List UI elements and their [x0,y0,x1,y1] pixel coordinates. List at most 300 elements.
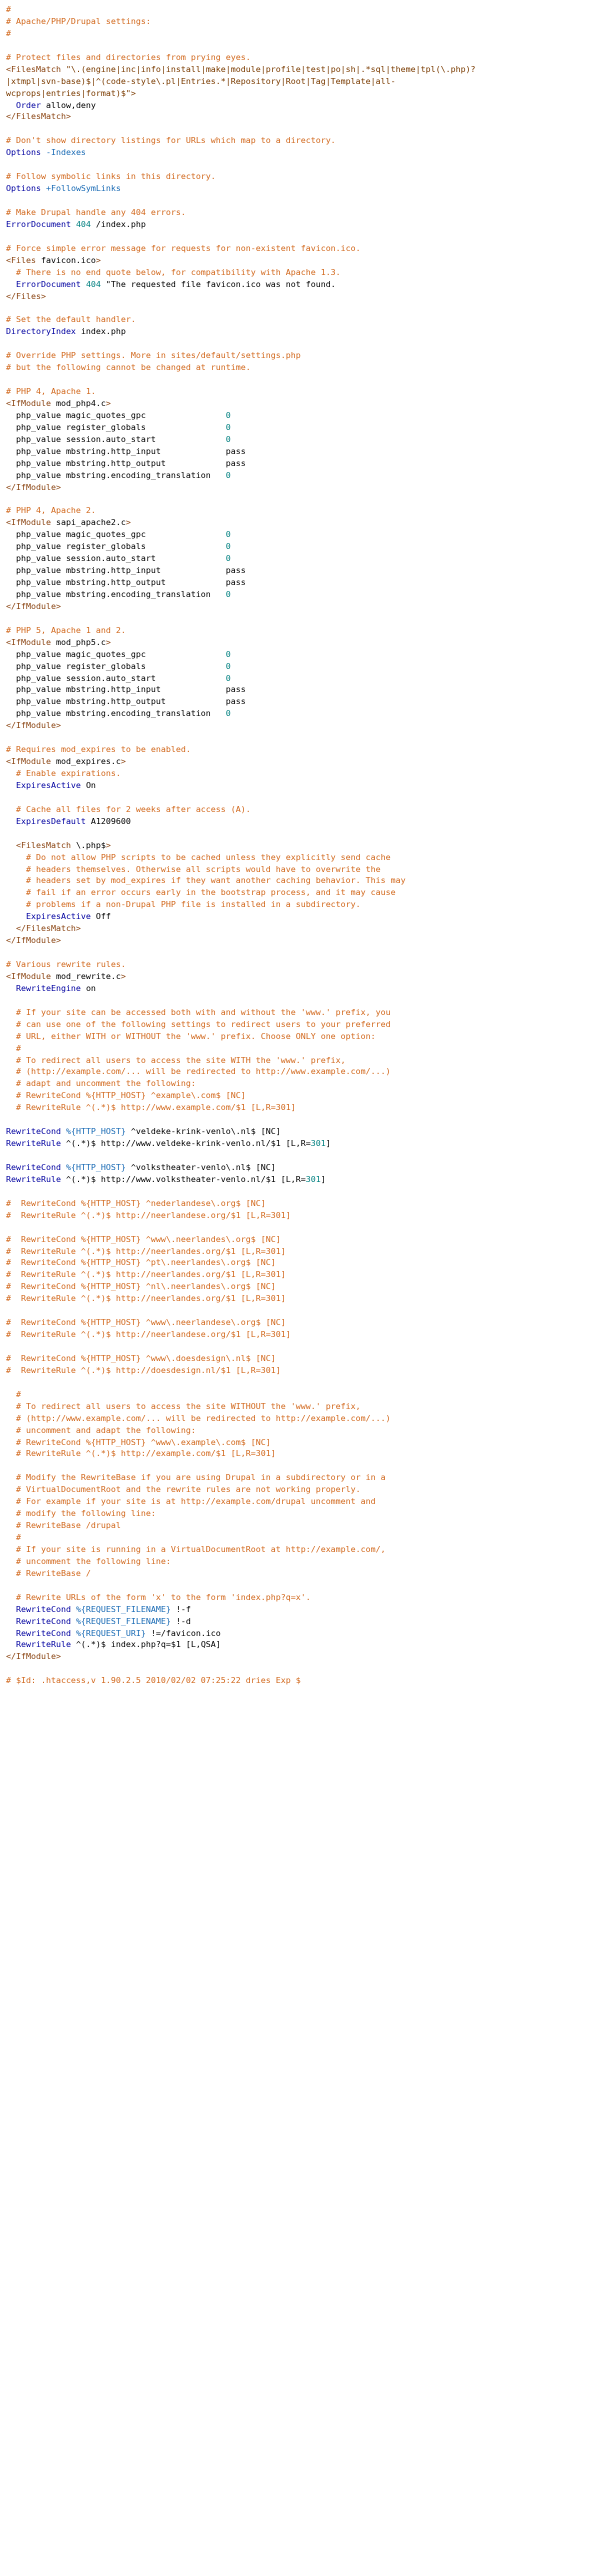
blank-line [6,159,596,171]
value-token: php_value session.auto_start [6,672,226,683]
code-line [6,279,596,291]
flag-token: %{HTTP_HOST} [65,1161,126,1172]
blank-line [6,613,596,625]
flag-token: -Indexes [45,147,86,158]
flag-token: %{REQUEST_FILENAME} [75,1615,171,1626]
number-token: 0 [225,672,231,683]
code-line [6,1448,596,1460]
blank-line [6,1460,596,1472]
value-token: ^volkstheater-venlo\.nl$ [NC] [125,1161,276,1172]
code-line [6,1520,596,1532]
code-line [6,1055,596,1067]
blank-line [6,231,596,243]
tag-token: </FilesMatch> [6,111,71,122]
number-token: 0 [225,469,231,480]
comment-token: # RewriteRule ^(.*)$ http://neerlandese.org/$1 [L,R=301] [6,1209,291,1220]
tag-token: <IfModule [6,517,56,528]
code-line [6,911,596,923]
code-line [6,708,596,720]
comment-token: # [6,4,11,14]
code-line [6,505,596,517]
code-line [6,768,596,780]
code-line [6,899,596,911]
code-line [6,326,596,338]
tag-token: </IfModule> [6,481,61,492]
code-line [6,1162,596,1174]
code-line [6,171,596,183]
comment-token: # Various rewrite rules. [6,959,126,969]
value-token: mod_expires.c [55,756,121,767]
code-line [6,1281,596,1293]
code-line [6,76,596,88]
code-line [6,1628,596,1640]
code-line [6,410,596,422]
blank-line [6,1663,596,1675]
comment-token: # For example if your site is at http://example.com/drupal uncomment and [6,1496,376,1507]
comment-token: # PHP 5, Apache 1 and 2. [6,624,126,635]
number-token: 0 [225,421,231,432]
code-line [6,434,596,446]
code-line [6,1293,596,1305]
blank-line [6,828,596,840]
blank-line [6,732,596,744]
keyword-token: Options [6,183,46,194]
blank-line [6,338,596,350]
value-token: !-f [170,1603,191,1614]
number-token: 404 [75,218,91,229]
comment-token: # RewriteRule ^(.*)$ http://neerlandes.org/$1 [L,R=301] [6,1293,286,1304]
comment-token: # problems if a non-Drupal PHP file is installed in a subdirectory. [6,899,361,910]
keyword-token: ExpiresActive [6,779,86,790]
flag-token: %{HTTP_HOST} [65,1126,126,1137]
blank-line [6,1580,596,1592]
code-line [6,4,596,16]
code-line [6,1269,596,1281]
value-token: php_value magic_quotes_gpc [6,529,226,540]
code-line [6,684,596,696]
regex-token: "\.(engine|inc|info|install|make|module|profile|test|po|sh|.*sql|theme|tpl(\.php)? [65,63,476,74]
code-line [6,1210,596,1222]
code-line [6,1317,596,1329]
code-line [6,923,596,935]
comment-token: # uncomment the following line: [6,1555,171,1566]
code-line [6,852,596,864]
tag-token: <FilesMatch [6,63,66,74]
comment-token: # Set the default handler. [6,314,136,325]
code-line [6,28,596,40]
tag-token: > [105,636,111,647]
tag-token: > [95,254,101,265]
blank-line [6,40,596,52]
number-token: 0 [225,409,231,420]
tag-token: <FilesMatch [6,839,76,850]
value-token: php_value session.auto_start [6,433,226,444]
code-line [6,1484,596,1496]
code-line [6,1353,596,1365]
code-line [6,744,596,756]
code-line [6,875,596,887]
regex-token: wcprops|entries|format)$"> [6,87,136,98]
code-line [6,1007,596,1019]
number-token: 301 [310,1138,326,1149]
comment-token: # RewriteRule ^(.*)$ http://neerlandese.org/$1 [L,R=301] [6,1329,291,1340]
value-token: !=/favicon.ico [145,1627,221,1638]
blank-line [6,1377,596,1389]
code-line [6,625,596,637]
value-token: php_value mbstring.http_output pass [6,457,246,468]
tag-token: </IfModule> [6,1651,61,1662]
keyword-token: RewriteCond [6,1603,76,1614]
code-line [6,1437,596,1449]
comment-token: # Cache all files for 2 weeks after access (A). [6,803,251,814]
comment-token: # modify the following line: [6,1508,156,1519]
value-token: index.php [80,326,126,337]
keyword-token: RewriteEngine [6,982,86,993]
value-token: php_value mbstring.http_output pass [6,696,246,707]
code-line [6,183,596,195]
code-line [6,816,596,828]
comment-token: # RewriteCond %{HTTP_HOST} ^www\.example\.com$ [NC] [6,1436,271,1447]
number-token: 0 [225,588,231,599]
value-token: ^(.*)$ http://www.veldeke-krink-venlo.nl/$1 [L,R= [65,1138,311,1149]
blank-line [6,1341,596,1353]
comment-token: # (http://www.example.com/... will be redirected to http://example.com/...) [6,1412,391,1423]
keyword-token: Order [6,99,46,110]
code-line [6,983,596,995]
code-line [6,219,596,231]
code-line [6,1078,596,1090]
code-line [6,840,596,852]
code-line [6,147,596,159]
flag-token: %{REQUEST_URI} [75,1627,146,1638]
code-line [6,565,596,577]
comment-token: # RewriteCond %{HTTP_HOST} ^pt\.neerlandes\.org$ [NC] [6,1257,276,1268]
value-token: php_value mbstring.http_input pass [6,445,246,456]
code-line [6,1568,596,1580]
code-line [6,1389,596,1401]
comment-token: # Enable expirations. [6,768,121,778]
value-token: /index.php [90,218,146,229]
code-line [6,1496,596,1508]
code-line [6,1043,596,1055]
value-token: "The requested file favicon.ico was not found. [100,278,336,289]
regex-token: |xtmpl|svn-base)$|^(code-style\.pl|Entries.*|Repository|Root|Tag|Template|all- [6,75,396,86]
code-line [6,577,596,589]
value-token: mod_php4.c [55,397,106,408]
comment-token: # Make Drupal handle any 404 errors. [6,206,186,217]
value-token: mod_rewrite.c [55,970,121,981]
value-token: A1209600 [90,815,131,826]
number-token: 0 [225,541,231,552]
comment-token: # If your site is running in a VirtualDocumentRoot at http://example.com/, [6,1543,386,1554]
comment-token: # $Id: .htaccess,v 1.90.2.5 2010/02/02 07:25:22 dries Exp $ [6,1675,301,1686]
value-token: !-d [170,1615,191,1626]
tag-token: <IfModule [6,970,56,981]
keyword-token: RewriteCond [6,1615,76,1626]
blank-line [6,123,596,135]
comment-token: # If your site can be accessed both with and without the 'www.' prefix, you [6,1006,391,1017]
code-line [6,446,596,458]
tag-token: > [105,397,111,408]
comment-token: # RewriteCond %{HTTP_HOST} ^www\.doesdesign\.nl$ [NC] [6,1352,276,1363]
code-line [6,1365,596,1377]
keyword-token: DirectoryIndex [6,326,81,337]
code-line [6,804,596,816]
comment-token: # VirtualDocumentRoot and the rewrite rules are not working properly. [6,1484,361,1495]
code-line [6,601,596,613]
value-token: php_value mbstring.encoding_translation [6,588,226,599]
code-line [6,971,596,983]
number-token: 0 [225,708,231,719]
code-line [6,696,596,708]
number-token: 301 [305,1173,321,1184]
code-line [6,1019,596,1031]
number-token: 0 [225,553,231,564]
comment-token: # Requires mod_expires to be enabled. [6,744,191,755]
value-token: php_value magic_quotes_gpc [6,648,226,659]
code-line [6,482,596,494]
tag-token: </IfModule> [6,600,61,611]
code-line [6,1031,596,1043]
code-line [6,458,596,470]
comment-token: # [6,27,11,38]
code-line [6,1090,596,1102]
comment-token: # RewriteCond %{HTTP_HOST} ^www\.neerlandes\.org$ [NC] [6,1233,281,1244]
code-line [6,88,596,100]
number-token: 404 [85,278,101,289]
tag-token: > [125,517,131,528]
tag-token: <IfModule [6,636,56,647]
code-line [6,1126,596,1138]
tag-token: <Files [6,254,41,265]
tag-token: <IfModule [6,397,56,408]
tag-token: </FilesMatch> [6,923,81,934]
code-line [6,135,596,147]
comment-token: # Protect files and directories from prying eyes. [6,51,251,62]
value-token: ^veldeke-krink-venlo\.nl$ [NC] [125,1126,281,1137]
tag-token: </IfModule> [6,935,61,946]
comment-token: # RewriteBase / [6,1567,91,1578]
keyword-token: RewriteCond [6,1161,66,1172]
code-line [6,1413,596,1425]
comment-token: # Override PHP settings. More in sites/default/settings.php [6,350,301,361]
comment-token: # fail if an error occurs early in the bootstrap process, and it may cause [6,887,396,898]
value-token: ^(.*)$ index.php?q=$1 [L,QSA] [75,1639,221,1650]
code-line [6,553,596,565]
code-line [6,529,596,541]
comment-token: # To redirect all users to access the site WITH the 'www.' prefix, [6,1054,346,1065]
code-line [6,1472,596,1484]
code-line [6,1257,596,1269]
tag-token: > [105,839,111,850]
comment-token: # [6,1388,21,1399]
comment-token: # RewriteRule ^(.*)$ http://neerlandes.org/$1 [L,R=301] [6,1245,286,1256]
code-line [6,780,596,792]
value-token: on [85,982,96,993]
code-line [6,1616,596,1628]
code-line [6,1246,596,1258]
keyword-token: RewriteRule [6,1138,66,1149]
comment-token: # RewriteCond %{HTTP_HOST} ^www\.neerlandese\.org$ [NC] [6,1317,286,1328]
value-token: php_value register_globals [6,541,226,552]
code-line [6,517,596,529]
code-line [6,1544,596,1556]
value-token: favicon.ico [40,254,96,265]
blank-line [6,195,596,207]
value-token: \.php$ [75,839,106,850]
value-token: php_value mbstring.encoding_translation [6,708,226,719]
comment-token: # [6,1042,21,1053]
code-line [6,1604,596,1616]
blank-line [6,374,596,386]
code-line [6,959,596,971]
code-line [6,1508,596,1520]
value-token: php_value mbstring.http_output pass [6,577,246,587]
code-line [6,1592,596,1604]
tag-token: > [120,970,126,981]
value-token: ] [320,1173,326,1184]
comment-token: # RewriteRule ^(.*)$ http://neerlandes.org/$1 [L,R=301] [6,1269,286,1280]
comment-token: # To redirect all users to access the site WITHOUT the 'www.' prefix, [6,1400,361,1411]
keyword-token: ErrorDocument [6,278,86,289]
value-token: allow,deny [45,99,96,110]
comment-token: # PHP 4, Apache 1. [6,386,96,396]
code-line [6,1401,596,1413]
keyword-token: ErrorDocument [6,218,76,229]
comment-token: # Do not allow PHP scripts to be cached unless they explicitly send cache [6,851,391,862]
code-line [6,255,596,267]
code-line [6,111,596,123]
comment-token: # headers themselves. Otherwise all scripts would have to overwrite the [6,863,381,874]
comment-token: # can use one of the following settings to redirect users to your preferred [6,1018,391,1029]
code-line [6,291,596,303]
code-line [6,1066,596,1078]
comment-token: # RewriteRule ^(.*)$ http://doesdesign.nl/$1 [L,R=301] [6,1364,281,1375]
keyword-token: ExpiresActive [6,911,96,922]
comment-token: # RewriteRule ^(.*)$ http://www.example.com/$1 [L,R=301] [6,1102,296,1113]
comment-token: # adapt and uncomment the following: [6,1078,196,1089]
code-line [6,1138,596,1150]
comment-token: # but the following cannot be changed at runtime. [6,362,251,373]
comment-token: # Modify the RewriteBase if you are using Drupal in a subdirectory or in a [6,1472,386,1483]
code-line [6,1329,596,1341]
comment-token: # Rewrite URLs of the form 'x' to the form 'index.php?q=x'. [6,1591,311,1602]
tag-token: </IfModule> [6,720,61,731]
code-line [6,720,596,732]
comment-token: # Force simple error message for requests for non-existent favicon.ico. [6,242,361,253]
code-line [6,673,596,685]
code-line [6,100,596,112]
comment-token: # uncomment and adapt the following: [6,1424,196,1435]
number-token: 0 [225,660,231,671]
code-line [6,649,596,661]
code-line [6,1234,596,1246]
code-line [6,887,596,899]
keyword-token: RewriteRule [6,1639,76,1650]
comment-token: # There is no end quote below, for compatibility with Apache 1.3. [6,266,341,277]
code-line [6,243,596,255]
code-line [6,1556,596,1568]
value-token: On [85,779,96,790]
comment-token: # RewriteCond %{HTTP_HOST} ^nl\.neerlandes\.org$ [NC] [6,1281,276,1292]
value-token: Off [95,911,111,922]
code-line [6,1425,596,1437]
code-line [6,661,596,673]
code-line [6,267,596,279]
blank-line [6,1114,596,1126]
keyword-token: ExpiresDefault [6,815,91,826]
code-line [6,470,596,482]
comment-token: # Apache/PHP/Drupal settings: [6,15,151,26]
code-line [6,756,596,768]
value-token: php_value magic_quotes_gpc [6,409,226,420]
comment-token: # RewriteCond %{HTTP_HOST} ^example\.com$ [NC] [6,1090,246,1101]
code-line [6,16,596,28]
code-line [6,386,596,398]
blank-line [6,1186,596,1198]
code-line [6,350,596,362]
blank-line [6,1222,596,1234]
comment-token: # PHP 4, Apache 2. [6,505,96,516]
blank-line [6,493,596,505]
comment-token: # RewriteRule ^(.*)$ http://example.com/$1 [L,R=301] [6,1448,276,1459]
value-token: ] [325,1138,331,1149]
blank-line [6,947,596,959]
comment-token: # URL, either WITH or WITHOUT the 'www.' prefix. Choose ONLY one option: [6,1030,376,1041]
code-line [6,207,596,219]
value-token: php_value register_globals [6,660,226,671]
code-line [6,422,596,434]
code-line [6,1532,596,1544]
value-token: php_value mbstring.http_input pass [6,565,246,576]
value-token: php_value session.auto_start [6,553,226,564]
keyword-token: RewriteCond [6,1126,66,1137]
code-line [6,362,596,374]
code-line [6,1174,596,1186]
code-line [6,398,596,410]
keyword-token: RewriteCond [6,1627,76,1638]
tag-token: </Files> [6,290,46,301]
blank-line [6,995,596,1007]
keyword-token: Options [6,147,46,158]
comment-token: # [6,1532,21,1542]
blank-line [6,302,596,314]
value-token: ^(.*)$ http://www.volkstheater-venlo.nl/$1 [L,R= [65,1173,306,1184]
number-token: 0 [225,433,231,444]
code-line [6,1198,596,1210]
tag-token: <IfModule [6,756,56,767]
code-line [6,1639,596,1651]
code-line [6,1651,596,1663]
code-line [6,314,596,326]
value-token: php_value register_globals [6,421,226,432]
code-line [6,637,596,649]
value-token: php_value mbstring.encoding_translation [6,469,226,480]
code-line [6,935,596,947]
code-line [6,589,596,601]
code-line [6,541,596,553]
comment-token: # RewriteCond %{HTTP_HOST} ^nederlandese\.org$ [NC] [6,1197,266,1208]
code-line [6,864,596,876]
comment-token: # (http://example.com/... will be redirected to http://www.example.com/...) [6,1066,391,1077]
code-line [6,1675,596,1687]
blank-line [6,1150,596,1162]
value-token: sapi_apache2.c [55,517,126,528]
flag-token: %{REQUEST_FILENAME} [75,1603,171,1614]
tag-token: > [120,756,126,767]
value-token: mod_php5.c [55,636,106,647]
comment-token: # Don't show directory listings for URLs which map to a directory. [6,135,336,146]
